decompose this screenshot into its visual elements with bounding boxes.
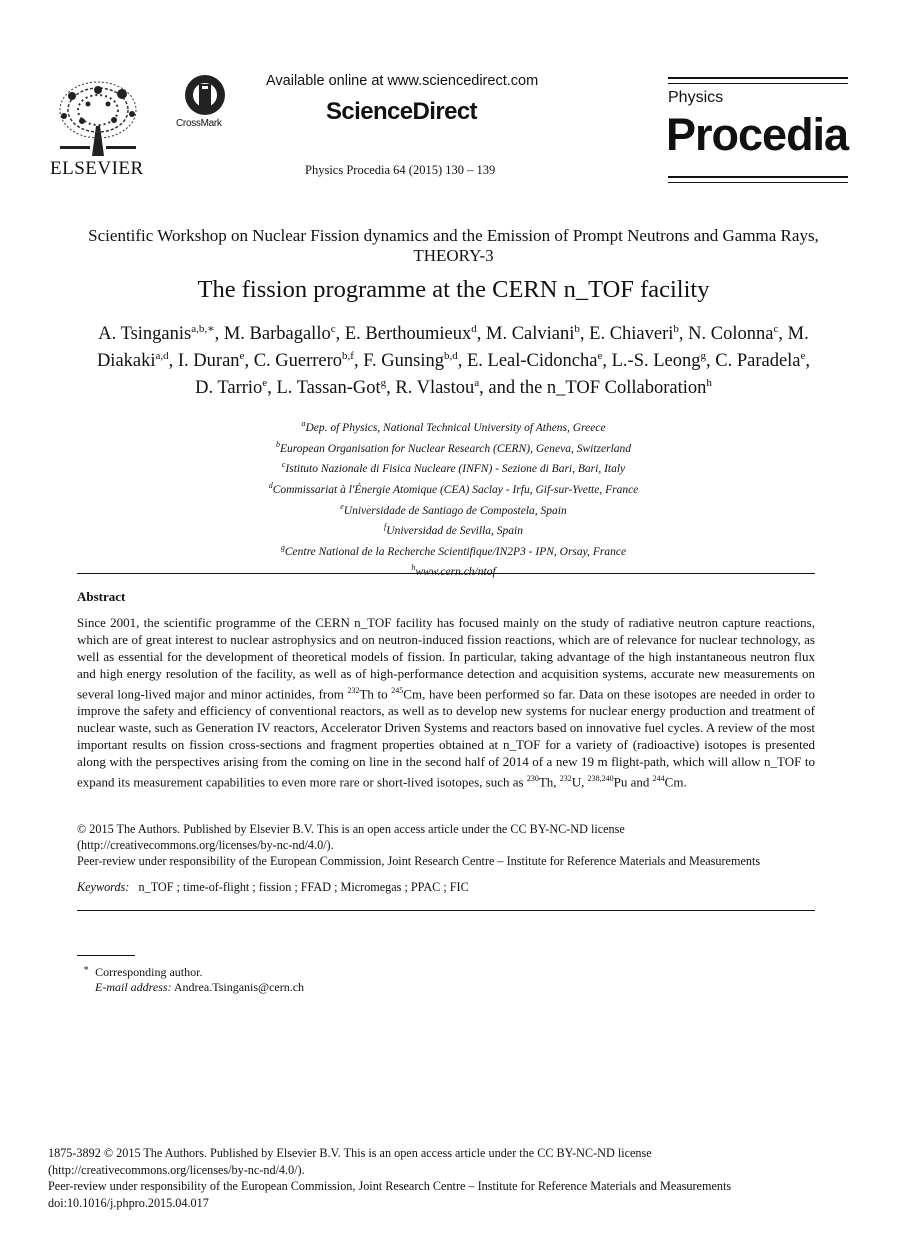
abstract-rule-bottom xyxy=(77,910,815,911)
affiliation-text: European Organisation for Nuclear Research (CERN), Geneva, Switzerland xyxy=(279,442,632,455)
affiliation-mark: e xyxy=(340,501,344,511)
bottom-publication-info xyxy=(48,1145,848,1211)
author-name: N. Colonna xyxy=(688,324,774,345)
issn-license: 1875-3892 © 2015 The Authors. Published by Elsevier B.V. This is an open access article under the CC BY-NC-ND license xyxy=(48,1146,652,1160)
bottom-license-link[interactable]: (http://creativecommons.org/licenses/by-nc-nd/4.0/). xyxy=(48,1162,305,1177)
affiliation-item xyxy=(60,437,847,458)
author-name: F. Gunsing xyxy=(363,351,444,372)
author-affiliation-mark: a,b,∗ xyxy=(191,323,215,335)
affiliation-mark: a xyxy=(301,419,306,428)
affiliation-item xyxy=(60,416,847,437)
footnote: ∗ Corresponding author. E-mail address: Andrea.Tsinganis@cern.ch xyxy=(83,963,305,994)
email-label: E-mail address: xyxy=(95,980,172,994)
affiliation-text: Universidade de Santiago de Compostela, Spain xyxy=(343,504,567,517)
author-affiliation-mark: g xyxy=(700,350,706,363)
affiliation-item xyxy=(60,540,847,561)
affiliation-mark: f xyxy=(384,522,387,532)
author-affiliation-mark: a xyxy=(474,377,480,390)
author-name: L. Tassan-Got xyxy=(276,378,381,399)
license-block xyxy=(77,821,837,869)
journal-name-small: Physics xyxy=(668,89,724,106)
procedia-rule-top xyxy=(668,77,848,79)
author-list: A. Tsinganis$^{a,b,∗}$, M. Barbagallo$^c$, E. Berthoumieux$^d$, M. Calviani$^b$, E. Chiaveri$^b$, N. Colonna$^c$, M. Diakaki$^{a,d}$, I. Duran$^e$, C. Guerrero$^{b,f}$, F. Gunsing$^{b,d}$, E. Leal-Cidoncha$^e$, L.-S. Leong$^g$, C. Paradela$^e$, D. Tarrio$^e$, L. Tassan-Got$^g$, R. Vlastou$^a$, and the n_TOF Collaboration$^h$ xyxy=(96,323,811,399)
affiliation-text: Universidad de Sevilla, Spain xyxy=(386,524,523,537)
journal-citation: Physics Procedia 64 (2015) 130 – 139 xyxy=(305,163,496,177)
author-affiliation-mark: b,d xyxy=(443,350,458,363)
author-name: and the n_TOF Collaboration xyxy=(488,378,707,399)
affiliation-item xyxy=(60,519,847,540)
journal-name-large: Procedia xyxy=(666,109,849,160)
keywords-label: Keywords: xyxy=(77,880,130,894)
author-affiliation-mark: h xyxy=(706,377,712,390)
affiliation-mark: h xyxy=(411,563,416,573)
affiliation-item xyxy=(60,457,847,478)
author-affiliation-mark: b,f xyxy=(342,350,354,363)
author-name: R. Vlastou xyxy=(395,378,475,399)
author-name: A. Tsinganis xyxy=(98,324,192,345)
affiliation-mark: d xyxy=(268,480,273,490)
author-name: L.-S. Leong xyxy=(611,351,701,372)
email-address[interactable]: Andrea.Tsinganis@cern.ch xyxy=(173,980,305,994)
author-name: M. Calviani xyxy=(486,324,575,345)
affiliation-mark: c xyxy=(281,460,286,470)
procedia-rule-top-thin xyxy=(668,83,848,84)
author-name: C. Guerrero xyxy=(253,351,343,372)
procedia-rule-bottom-thin xyxy=(668,182,848,183)
affiliation-item xyxy=(60,560,847,581)
doi[interactable]: doi:10.1016/j.phpro.2015.04.017 xyxy=(48,1195,209,1210)
author-affiliation-mark: e xyxy=(800,350,806,363)
crossmark-label: CrossMark xyxy=(176,118,222,129)
paper-title: The fission programme at the CERN n_TOF facility xyxy=(197,276,710,303)
author-name: I. Duran xyxy=(177,351,240,372)
author-affiliation-mark: e xyxy=(239,350,245,363)
abstract-heading: Abstract xyxy=(77,589,126,604)
peer-review-text: Peer-review under responsibility of the European Commission, Joint Research Centre – Institute for Reference Materials and Measurements xyxy=(77,854,761,868)
footnote-rule xyxy=(77,955,135,956)
keywords-values: n_TOF ; time-of-flight ; fission ; FFAD ; Micromegas ; PPAC ; FIC xyxy=(138,880,469,894)
author-affiliation-mark: e xyxy=(597,350,603,363)
corresponding-author: Corresponding author. xyxy=(95,965,203,979)
author-affiliation-mark: c xyxy=(773,323,779,335)
author-name: M. Diakaki xyxy=(96,324,809,372)
affiliation-item xyxy=(60,478,847,499)
author-affiliation-mark: e xyxy=(262,377,268,390)
abstract-body: Since 2001, the scientific programme of the CERN n_TOF facility has focused mainly on the study of radiative neutron capture reactions, which are of great interest to nuclear astrophysics and on neutron-induced fission reactions, which are of relevance for nuclear technology, as well as essential for the development of theoretical models of fission. In particular, taking advantage of the high instantaneous neutron flux and high energy resolution of the facility, as well as of high-performance detection and acquisition systems, accurate new measurements on several long-lived major and minor actinides, from $^{232}$Th to $^{245}$Cm, have been performed so far. Data on these isotopes are needed in order to improve the safety and efficiency of conventional reactors, as well as to develop new systems for nuclear energy production and treatment of nuclear waste, such as Generation IV reactors, Accelerator Driven Systems and reactors based on innovative fuel cycles. A review of the most important results on fission cross-sections and fragment properties obtained at n_TOF for a variety of (radioactive) isotopes is presented along with the perspectives arising from the coming on line in the second half of 2014 of a new 19 m flight-path, which will allow n_TOF to expand its measurement capabilities to even more rare or short-lived isotopes, such as $^{230}$Th, $^{232}$U, $^{238,240}$Pu and $^{244}$Cm. xyxy=(77,615,815,790)
author-name: M. Barbagallo xyxy=(223,324,331,345)
author-affiliation-mark: g xyxy=(380,377,387,390)
bottom-peer-review: Peer-review under responsibility of the European Commission, Joint Research Centre – Institute for Reference Materials and Measurements xyxy=(48,1179,732,1193)
affiliation-text: Dep. of Physics, National Technical University of Athens, Greece xyxy=(305,421,606,434)
sciencedirect-logo: ScienceDirect xyxy=(326,98,477,125)
affiliation-text: Istituto Nazionale di Fisica Nucleare (INFN) - Sezione di Bari, Bari, Italy xyxy=(285,463,626,476)
author-affiliation-mark: a,d xyxy=(155,350,169,363)
available-online-text: Available online at www.sciencedirect.com xyxy=(266,73,539,89)
author-name: E. Chiaveri xyxy=(589,324,674,345)
author-affiliation-mark: b xyxy=(673,323,679,335)
affiliation-mark: g xyxy=(280,542,285,552)
elsevier-wordmark: ELSEVIER xyxy=(50,158,144,179)
author-affiliation-mark: d xyxy=(471,323,477,335)
affiliation-text: Centre National de la Recherche Scientifique/IN2P3 - IPN, Orsay, France xyxy=(284,545,627,558)
author-name: C. Paradela xyxy=(715,351,801,372)
procedia-rule-bottom xyxy=(668,176,848,178)
conference-name: Scientific Workshop on Nuclear Fission dynamics and the Emission of Prompt Neutrons and Gamma Rays, THEORY-3 xyxy=(88,226,819,265)
license-text: © 2015 The Authors. Published by Elsevier B.V. This is an open access article under the CC BY-NC-ND license xyxy=(77,822,625,836)
affiliation-mark: b xyxy=(275,439,280,449)
elsevier-tree-logo xyxy=(52,76,144,156)
author-name: D. Tarrio xyxy=(195,378,263,399)
author-name: E. Berthoumieux xyxy=(344,324,472,345)
author-affiliation-mark: b xyxy=(574,323,580,335)
keywords xyxy=(77,880,469,895)
affiliation-text: Commissariat à l'Énergie Atomique (CEA) Saclay - Irfu, Gif-sur-Yvette, France xyxy=(272,483,639,496)
author-affiliation-mark: c xyxy=(330,323,336,335)
license-link[interactable]: (http://creativecommons.org/licenses/by-nc-nd/4.0/). xyxy=(77,838,334,852)
abstract-rule-top xyxy=(77,573,815,574)
affiliation-item xyxy=(60,499,847,520)
affiliation-list xyxy=(60,416,847,581)
author-name: E. Leal-Cidoncha xyxy=(466,351,598,372)
